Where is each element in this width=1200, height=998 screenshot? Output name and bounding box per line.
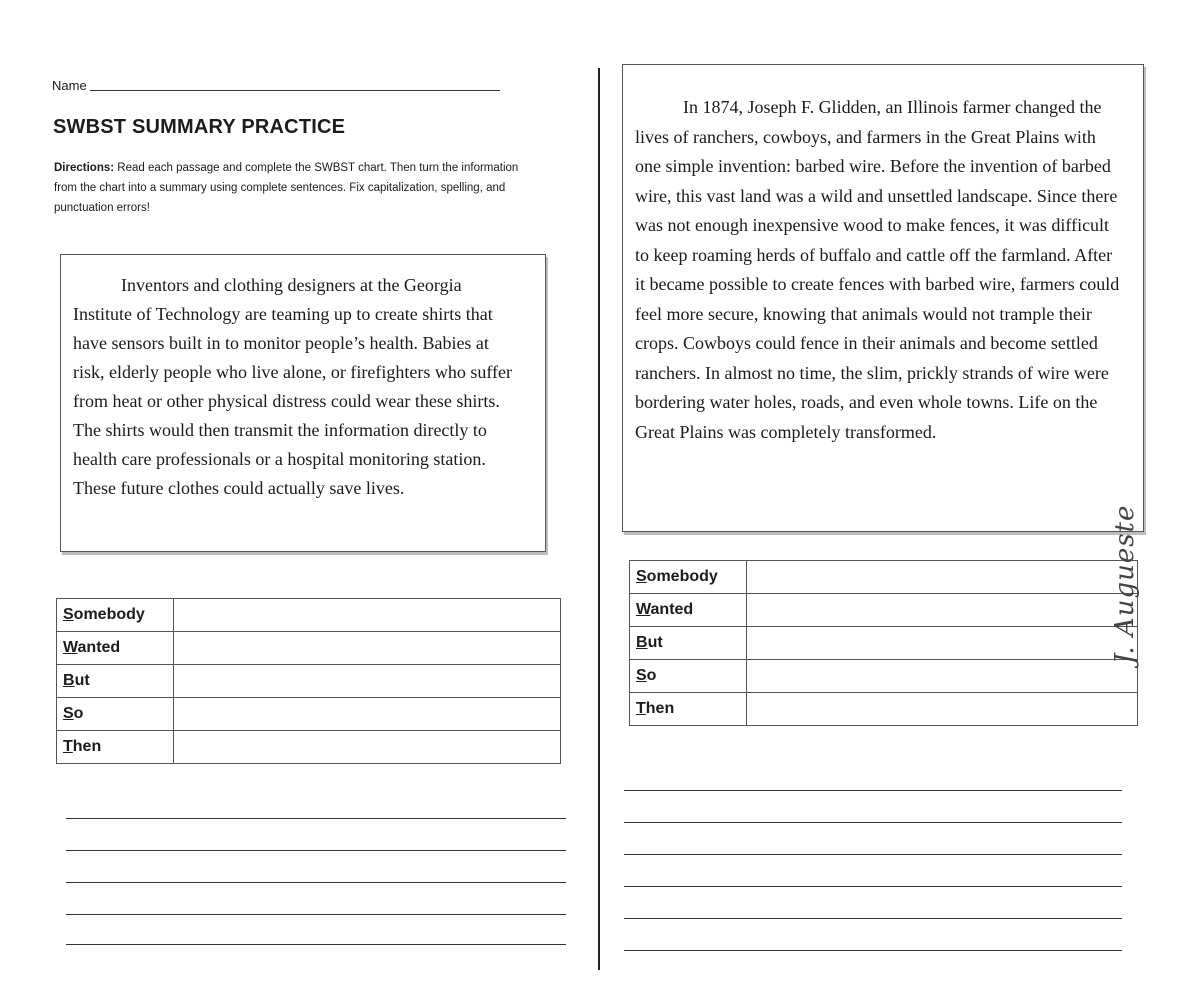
name-label: Name (52, 78, 87, 93)
passage-left-text: Inventors and clothing designers at the Georgia Institute of Technology are teaming up to create shirts that have sensors built in to monitor people’s health. Babies at risk, elderly people who live alone, or firefighters who suffer from heat or other physical distress could wear these shirts. The shirts would then transmit the information directly to health care professionals or a hospital monitoring station. These future clothes could actually save lives. (73, 275, 513, 498)
answer-cell[interactable] (174, 599, 561, 632)
writing-line[interactable] (66, 818, 566, 819)
writing-line[interactable] (624, 950, 1122, 951)
chart-row-wanted (57, 632, 561, 665)
answer-cell[interactable] (174, 632, 561, 665)
swbst-chart-left (56, 598, 561, 764)
answer-cell[interactable] (747, 561, 1138, 594)
writing-line[interactable] (624, 886, 1122, 887)
writing-line[interactable] (66, 914, 566, 915)
chart-row-somebody (630, 561, 1138, 594)
answer-cell[interactable] (747, 594, 1138, 627)
row-label: Then (630, 693, 747, 726)
directions (54, 158, 544, 218)
row-label: So (57, 698, 174, 731)
row-label: So (630, 660, 747, 693)
chart-row-then (630, 693, 1138, 726)
passage-right (622, 64, 1144, 532)
chart-row-wanted (630, 594, 1138, 627)
chart-row-then (57, 731, 561, 764)
row-label: Somebody (57, 599, 174, 632)
answer-cell[interactable] (174, 665, 561, 698)
handwritten-signature: J. Augueste (1110, 504, 1140, 664)
answer-cell[interactable] (174, 731, 561, 764)
chart-row-but (630, 627, 1138, 660)
row-label: But (630, 627, 747, 660)
answer-cell[interactable] (174, 698, 561, 731)
writing-line[interactable] (66, 944, 566, 945)
chart-row-so (57, 698, 561, 731)
answer-cell[interactable] (747, 693, 1138, 726)
row-label: Wanted (57, 632, 174, 665)
page-divider (598, 68, 600, 970)
row-label: Wanted (630, 594, 747, 627)
writing-line[interactable] (624, 790, 1122, 791)
row-label: Then (57, 731, 174, 764)
swbst-chart-right (629, 560, 1138, 726)
chart-row-somebody (57, 599, 561, 632)
passage-left (60, 254, 546, 552)
worksheet-title: SWBST SUMMARY PRACTICE (53, 116, 346, 138)
passage-right-text: In 1874, Joseph F. Glidden, an Illinois farmer changed the lives of ranchers, cowboys, and farmers in the Great Plains with one simple invention: barbed wire. Before the invention of barbed wire, this vast land was a wild and unsettled landscape. Since there was not enough inexpensive wood to make fences, it was difficult to keep roaming herds of buffalo and cattle off the farmland. After it became possible to create fences with barbed wire, farmers could feel more secure, knowing that animals would not trample their crops. Cowboys could fence in their animals and become settled ranchers. In almost no time, the slim, prickly strands of wire were bordering water holes, roads, and even whole towns. Life on the Great Plains was completely transformed. (635, 97, 1120, 442)
name-line[interactable] (90, 90, 500, 91)
chart-row-so (630, 660, 1138, 693)
writing-line[interactable] (66, 850, 566, 851)
writing-line[interactable] (624, 822, 1122, 823)
writing-line[interactable] (624, 918, 1122, 919)
writing-line[interactable] (66, 882, 566, 883)
directions-text: Read each passage and complete the SWBST chart. Then turn the information from the chart into a summary using complete sentences. Fix capitalization, spelling, and punctuation errors! (54, 162, 519, 214)
answer-cell[interactable] (747, 627, 1138, 660)
writing-line[interactable] (624, 854, 1122, 855)
directions-label: Directions: (54, 162, 115, 174)
chart-row-but (57, 665, 561, 698)
row-label: But (57, 665, 174, 698)
answer-cell[interactable] (747, 660, 1138, 693)
row-label: Somebody (630, 561, 747, 594)
